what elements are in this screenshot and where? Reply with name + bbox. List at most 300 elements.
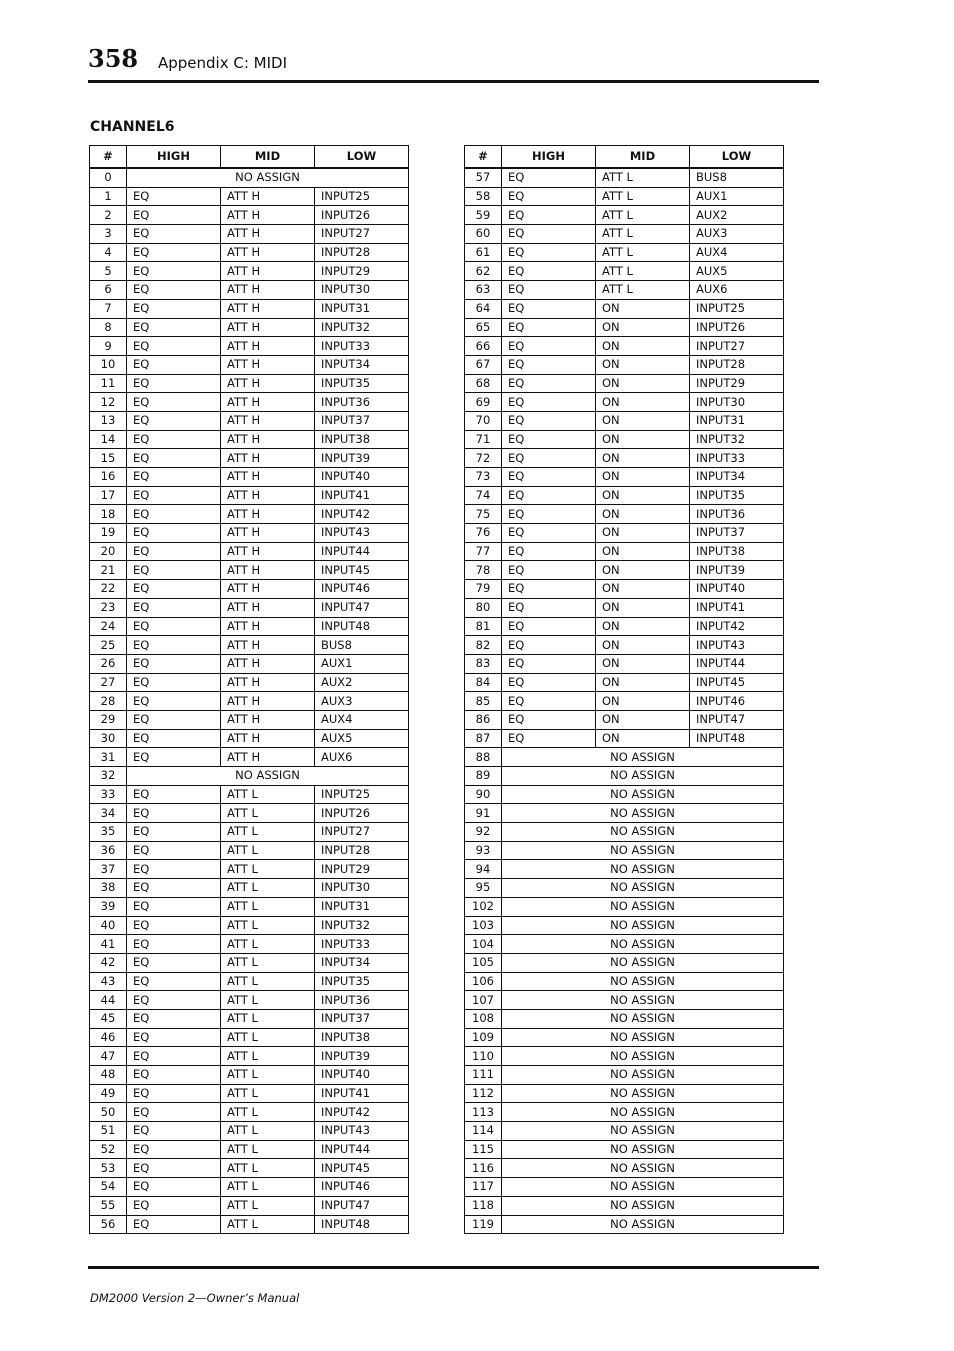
mid-cell: ON <box>596 468 690 487</box>
mid-cell: ATT L <box>221 804 315 823</box>
high-cell: EQ <box>502 654 596 673</box>
mid-cell: ON <box>596 299 690 318</box>
table-row <box>90 953 409 972</box>
low-cell: INPUT29 <box>315 860 409 879</box>
mid-cell: ON <box>596 673 690 692</box>
table-row <box>90 729 409 748</box>
mid-cell: ATT H <box>221 654 315 673</box>
row-number: 38 <box>90 879 127 898</box>
high-cell: EQ <box>127 841 221 860</box>
low-cell: INPUT42 <box>315 505 409 524</box>
row-number: 102 <box>465 897 502 916</box>
table-row <box>90 411 409 430</box>
assignment-cell: NO ASSIGN <box>502 935 784 954</box>
row-number: 81 <box>465 617 502 636</box>
low-cell: INPUT44 <box>315 1140 409 1159</box>
row-number: 76 <box>465 524 502 543</box>
mid-cell: ATT L <box>221 1215 315 1234</box>
high-cell: EQ <box>502 411 596 430</box>
row-number: 68 <box>465 374 502 393</box>
column-header-mid: MID <box>596 146 690 169</box>
low-cell: INPUT43 <box>315 1122 409 1141</box>
low-cell: INPUT47 <box>690 710 784 729</box>
table-row <box>90 1009 409 1028</box>
row-number: 55 <box>90 1196 127 1215</box>
mid-cell: ATT H <box>221 580 315 599</box>
table-row <box>465 935 784 954</box>
low-cell: INPUT33 <box>315 337 409 356</box>
low-cell: INPUT42 <box>315 1103 409 1122</box>
low-cell: BUS8 <box>315 636 409 655</box>
row-number: 54 <box>90 1178 127 1197</box>
row-number: 40 <box>90 916 127 935</box>
high-cell: EQ <box>127 430 221 449</box>
table-row <box>90 281 409 300</box>
row-number: 0 <box>90 168 127 187</box>
row-number: 10 <box>90 355 127 374</box>
low-cell: INPUT28 <box>315 243 409 262</box>
low-cell: INPUT44 <box>315 542 409 561</box>
row-number: 7 <box>90 299 127 318</box>
mid-cell: ATT H <box>221 524 315 543</box>
assignment-cell: NO ASSIGN <box>502 785 784 804</box>
low-cell: INPUT27 <box>690 337 784 356</box>
low-cell: AUX4 <box>690 243 784 262</box>
table-row <box>90 225 409 244</box>
table-row <box>465 897 784 916</box>
row-number: 116 <box>465 1159 502 1178</box>
table-row <box>465 281 784 300</box>
mid-cell: ATT H <box>221 748 315 767</box>
mid-cell: ATT L <box>221 1047 315 1066</box>
mid-cell: ON <box>596 636 690 655</box>
row-number: 89 <box>465 767 502 786</box>
low-cell: AUX1 <box>690 187 784 206</box>
assignment-cell: NO ASSIGN <box>502 804 784 823</box>
row-number: 115 <box>465 1140 502 1159</box>
row-number: 65 <box>465 318 502 337</box>
table-row <box>90 168 409 187</box>
row-number: 62 <box>465 262 502 281</box>
table-row <box>465 1084 784 1103</box>
high-cell: EQ <box>127 524 221 543</box>
mid-cell: ON <box>596 318 690 337</box>
high-cell: EQ <box>502 355 596 374</box>
high-cell: EQ <box>127 225 221 244</box>
high-cell: EQ <box>127 542 221 561</box>
mid-cell: ON <box>596 598 690 617</box>
mid-cell: ATT L <box>221 1028 315 1047</box>
high-cell: EQ <box>127 1028 221 1047</box>
high-cell: EQ <box>127 654 221 673</box>
table-row <box>90 1066 409 1085</box>
assignment-cell: NO ASSIGN <box>502 1122 784 1141</box>
low-cell: INPUT37 <box>315 411 409 430</box>
row-number: 104 <box>465 935 502 954</box>
high-cell: EQ <box>502 505 596 524</box>
column-header-number: # <box>465 146 502 169</box>
low-cell: AUX5 <box>690 262 784 281</box>
table-row <box>90 860 409 879</box>
row-number: 1 <box>90 187 127 206</box>
high-cell: EQ <box>502 374 596 393</box>
table-row <box>465 355 784 374</box>
table-row <box>465 598 784 617</box>
row-number: 18 <box>90 505 127 524</box>
row-number: 63 <box>465 281 502 300</box>
low-cell: INPUT38 <box>315 1028 409 1047</box>
low-cell: INPUT35 <box>690 486 784 505</box>
high-cell: EQ <box>127 804 221 823</box>
row-number: 57 <box>465 168 502 187</box>
high-cell: EQ <box>127 748 221 767</box>
table-row <box>465 374 784 393</box>
row-number: 33 <box>90 785 127 804</box>
low-cell: AUX1 <box>315 654 409 673</box>
mid-cell: ATT L <box>221 1159 315 1178</box>
column-header-low: LOW <box>315 146 409 169</box>
table-row <box>90 972 409 991</box>
row-number: 95 <box>465 879 502 898</box>
table-row <box>465 1047 784 1066</box>
row-number: 47 <box>90 1047 127 1066</box>
mid-cell: ON <box>596 542 690 561</box>
mid-cell: ON <box>596 580 690 599</box>
mid-cell: ATT L <box>221 823 315 842</box>
mid-cell: ATT H <box>221 393 315 412</box>
low-cell: INPUT25 <box>690 299 784 318</box>
mid-cell: ATT L <box>221 897 315 916</box>
row-number: 112 <box>465 1084 502 1103</box>
table-row <box>465 1215 784 1234</box>
table-row <box>90 1178 409 1197</box>
high-cell: EQ <box>502 318 596 337</box>
row-number: 87 <box>465 729 502 748</box>
low-cell: INPUT47 <box>315 598 409 617</box>
low-cell: INPUT34 <box>690 468 784 487</box>
row-number: 8 <box>90 318 127 337</box>
row-number: 28 <box>90 692 127 711</box>
high-cell: EQ <box>127 710 221 729</box>
row-number: 44 <box>90 991 127 1010</box>
mid-cell: ATT H <box>221 468 315 487</box>
mid-cell: ATT H <box>221 225 315 244</box>
table-row <box>90 561 409 580</box>
table-row <box>465 262 784 281</box>
table-row <box>90 785 409 804</box>
table-row <box>90 449 409 468</box>
row-number: 75 <box>465 505 502 524</box>
row-number: 67 <box>465 355 502 374</box>
row-number: 37 <box>90 860 127 879</box>
header-rule <box>88 80 819 83</box>
assignment-cell: NO ASSIGN <box>502 1196 784 1215</box>
row-number: 59 <box>465 206 502 225</box>
low-cell: INPUT28 <box>315 841 409 860</box>
mid-cell: ON <box>596 337 690 356</box>
low-cell: AUX3 <box>690 225 784 244</box>
table-row <box>465 860 784 879</box>
mid-cell: ON <box>596 617 690 636</box>
low-cell: INPUT39 <box>315 1047 409 1066</box>
mid-cell: ATT L <box>221 879 315 898</box>
mid-cell: ATT H <box>221 430 315 449</box>
table-row <box>465 991 784 1010</box>
table-row <box>465 953 784 972</box>
low-cell: INPUT46 <box>315 580 409 599</box>
table-row <box>90 542 409 561</box>
table-row <box>90 1047 409 1066</box>
row-number: 46 <box>90 1028 127 1047</box>
mid-cell: ATT L <box>596 206 690 225</box>
high-cell: EQ <box>502 281 596 300</box>
table-row <box>465 411 784 430</box>
mid-cell: ATT H <box>221 243 315 262</box>
high-cell: EQ <box>127 206 221 225</box>
mid-cell: ON <box>596 449 690 468</box>
table-header-row <box>90 146 409 169</box>
mid-cell: ATT L <box>596 187 690 206</box>
high-cell: EQ <box>502 598 596 617</box>
mid-cell: ON <box>596 561 690 580</box>
low-cell: INPUT38 <box>690 542 784 561</box>
high-cell: EQ <box>127 953 221 972</box>
high-cell: EQ <box>502 617 596 636</box>
low-cell: INPUT29 <box>690 374 784 393</box>
row-number: 2 <box>90 206 127 225</box>
table-row <box>90 206 409 225</box>
high-cell: EQ <box>127 355 221 374</box>
row-number: 70 <box>465 411 502 430</box>
high-cell: EQ <box>127 729 221 748</box>
table-row <box>465 617 784 636</box>
row-number: 11 <box>90 374 127 393</box>
row-number: 118 <box>465 1196 502 1215</box>
low-cell: AUX6 <box>315 748 409 767</box>
row-number: 119 <box>465 1215 502 1234</box>
table-row <box>90 355 409 374</box>
low-cell: INPUT45 <box>315 561 409 580</box>
assignment-cell: NO ASSIGN <box>502 953 784 972</box>
table-row <box>90 710 409 729</box>
high-cell: EQ <box>127 1009 221 1028</box>
mid-cell: ATT H <box>221 187 315 206</box>
low-cell: INPUT27 <box>315 823 409 842</box>
high-cell: EQ <box>502 187 596 206</box>
table-row <box>465 243 784 262</box>
table-row <box>465 729 784 748</box>
table-row <box>465 823 784 842</box>
table-row <box>90 243 409 262</box>
table-row <box>465 748 784 767</box>
assignment-cell: NO ASSIGN <box>502 916 784 935</box>
assignment-cell: NO ASSIGN <box>502 1178 784 1197</box>
table-row <box>465 542 784 561</box>
mid-cell: ATT L <box>221 916 315 935</box>
row-number: 77 <box>465 542 502 561</box>
table-row <box>90 524 409 543</box>
row-number: 56 <box>90 1215 127 1234</box>
footer-rule <box>88 1266 819 1269</box>
high-cell: EQ <box>127 991 221 1010</box>
mid-cell: ATT L <box>221 1196 315 1215</box>
table-row <box>465 561 784 580</box>
row-number: 79 <box>465 580 502 599</box>
column-header-low: LOW <box>690 146 784 169</box>
row-number: 32 <box>90 767 127 786</box>
mid-cell: ATT L <box>596 225 690 244</box>
high-cell: EQ <box>502 580 596 599</box>
high-cell: EQ <box>127 598 221 617</box>
assignment-cell: NO ASSIGN <box>502 748 784 767</box>
high-cell: EQ <box>127 393 221 412</box>
mid-cell: ATT L <box>221 953 315 972</box>
row-number: 14 <box>90 430 127 449</box>
row-number: 85 <box>465 692 502 711</box>
assignment-cell: NO ASSIGN <box>502 991 784 1010</box>
row-number: 71 <box>465 430 502 449</box>
mid-cell: ON <box>596 654 690 673</box>
low-cell: INPUT30 <box>690 393 784 412</box>
low-cell: INPUT32 <box>315 318 409 337</box>
table-row <box>465 1122 784 1141</box>
low-cell: INPUT43 <box>690 636 784 655</box>
mid-cell: ATT L <box>221 1178 315 1197</box>
table-row <box>90 1103 409 1122</box>
high-cell: EQ <box>502 449 596 468</box>
mid-cell: ATT L <box>221 785 315 804</box>
row-number: 84 <box>465 673 502 692</box>
table-row <box>90 299 409 318</box>
table-row <box>465 1196 784 1215</box>
row-number: 29 <box>90 710 127 729</box>
high-cell: EQ <box>502 729 596 748</box>
low-cell: INPUT32 <box>315 916 409 935</box>
row-number: 51 <box>90 1122 127 1141</box>
mid-cell: ATT L <box>221 935 315 954</box>
row-number: 74 <box>465 486 502 505</box>
low-cell: INPUT42 <box>690 617 784 636</box>
low-cell: BUS8 <box>690 168 784 187</box>
table-row <box>465 299 784 318</box>
high-cell: EQ <box>502 486 596 505</box>
mid-cell: ON <box>596 486 690 505</box>
high-cell: EQ <box>127 1066 221 1085</box>
low-cell: INPUT36 <box>315 393 409 412</box>
high-cell: EQ <box>127 243 221 262</box>
low-cell: INPUT48 <box>315 617 409 636</box>
high-cell: EQ <box>502 636 596 655</box>
high-cell: EQ <box>127 1047 221 1066</box>
table-row <box>465 916 784 935</box>
row-number: 106 <box>465 972 502 991</box>
high-cell: EQ <box>127 505 221 524</box>
row-number: 17 <box>90 486 127 505</box>
row-number: 109 <box>465 1028 502 1047</box>
mid-cell: ATT L <box>221 972 315 991</box>
table-row <box>465 393 784 412</box>
mid-cell: ATT H <box>221 355 315 374</box>
high-cell: EQ <box>502 168 596 187</box>
mid-cell: ON <box>596 710 690 729</box>
table-header-row <box>465 146 784 169</box>
mid-cell: ATT L <box>596 243 690 262</box>
row-number: 91 <box>465 804 502 823</box>
table-row <box>90 897 409 916</box>
low-cell: INPUT37 <box>315 1009 409 1028</box>
table-row <box>90 879 409 898</box>
mid-cell: ATT H <box>221 374 315 393</box>
table-row <box>90 692 409 711</box>
mid-cell: ATT H <box>221 673 315 692</box>
high-cell: EQ <box>127 897 221 916</box>
mid-cell: ON <box>596 729 690 748</box>
low-cell: AUX2 <box>690 206 784 225</box>
table-row <box>465 430 784 449</box>
low-cell: INPUT41 <box>690 598 784 617</box>
midi-table-left <box>89 145 409 1234</box>
table-row <box>90 991 409 1010</box>
table-row <box>465 337 784 356</box>
row-number: 108 <box>465 1009 502 1028</box>
row-number: 16 <box>90 468 127 487</box>
row-number: 73 <box>465 468 502 487</box>
assignment-cell: NO ASSIGN <box>502 1140 784 1159</box>
table-row <box>90 580 409 599</box>
assignment-cell: NO ASSIGN <box>502 860 784 879</box>
table-body-right <box>465 168 784 1234</box>
row-number: 27 <box>90 673 127 692</box>
table-row <box>465 841 784 860</box>
high-cell: EQ <box>502 542 596 561</box>
mid-cell: ON <box>596 430 690 449</box>
low-cell: INPUT26 <box>690 318 784 337</box>
assignment-cell: NO ASSIGN <box>502 1009 784 1028</box>
column-header-high: HIGH <box>502 146 596 169</box>
high-cell: EQ <box>127 468 221 487</box>
high-cell: EQ <box>127 1140 221 1159</box>
table-row <box>465 486 784 505</box>
mid-cell: ATT L <box>596 262 690 281</box>
mid-cell: ATT L <box>221 841 315 860</box>
high-cell: EQ <box>127 636 221 655</box>
low-cell: INPUT46 <box>315 1178 409 1197</box>
assignment-cell: NO ASSIGN <box>502 1066 784 1085</box>
row-number: 52 <box>90 1140 127 1159</box>
table-row <box>90 318 409 337</box>
row-number: 13 <box>90 411 127 430</box>
table-row <box>465 654 784 673</box>
table-row <box>90 430 409 449</box>
row-number: 49 <box>90 1084 127 1103</box>
row-number: 64 <box>465 299 502 318</box>
high-cell: EQ <box>127 411 221 430</box>
mid-cell: ATT H <box>221 318 315 337</box>
table-row <box>465 449 784 468</box>
low-cell: INPUT41 <box>315 486 409 505</box>
low-cell: INPUT31 <box>315 299 409 318</box>
row-number: 66 <box>465 337 502 356</box>
low-cell: INPUT40 <box>690 580 784 599</box>
column-header-number: # <box>90 146 127 169</box>
table-row <box>90 1140 409 1159</box>
high-cell: EQ <box>127 1084 221 1103</box>
row-number: 110 <box>465 1047 502 1066</box>
mid-cell: ATT L <box>596 281 690 300</box>
row-number: 43 <box>90 972 127 991</box>
row-number: 83 <box>465 654 502 673</box>
table-row <box>90 1196 409 1215</box>
